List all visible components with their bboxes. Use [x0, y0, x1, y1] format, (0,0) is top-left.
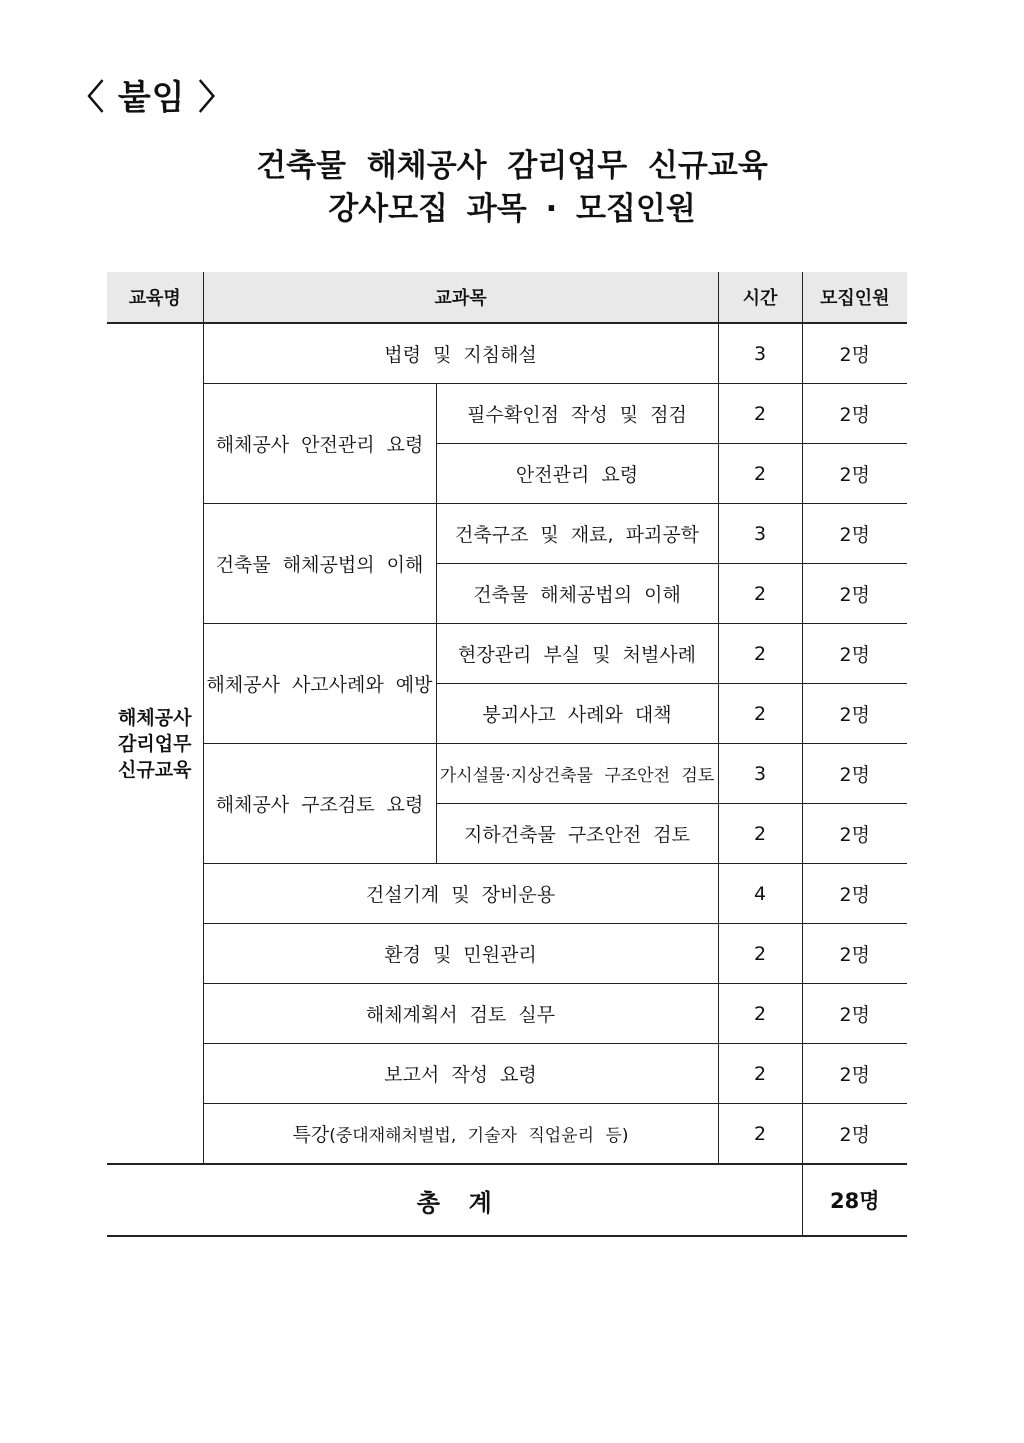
document-title-line2: 강사모집 과목 · 모집인원	[328, 191, 696, 227]
hours-cell: 2	[718, 1044, 802, 1104]
subject-cell: 필수확인점 작성 및 점검	[436, 384, 718, 444]
document-title-line1: 건축물 해체공사 감리업무 신규교육	[256, 148, 768, 184]
hours-cell: 2	[718, 684, 802, 744]
subject-main-text: 특강	[292, 1124, 330, 1146]
course-name-cell	[107, 323, 203, 1164]
subject-cell: 건축물 해체공법의 이해	[436, 564, 718, 624]
subject-group-cell: 건축물 해체공법의 이해	[203, 504, 436, 624]
subject-paren-text: (중대재해처벌법, 기술자 직업윤리 등)	[329, 1126, 629, 1146]
recruits-cell: 2명	[802, 504, 907, 564]
header-subject: 교과목	[203, 272, 718, 323]
table-row	[107, 323, 907, 384]
recruits-cell: 2명	[802, 804, 907, 864]
recruits-cell: 2명	[802, 1104, 907, 1165]
course-name-line: 해체공사	[118, 706, 192, 729]
subject-cell: 건축구조 및 재료, 파괴공학	[436, 504, 718, 564]
subject-group-cell: 해체공사 구조검토 요령	[203, 744, 436, 864]
recruits-cell: 2명	[802, 384, 907, 444]
total-row	[107, 1164, 907, 1236]
subject-cell: 건설기계 및 장비운용	[203, 864, 718, 924]
recruits-cell: 2명	[802, 444, 907, 504]
course-name-line: 감리업무	[118, 732, 192, 755]
recruitment-table	[107, 272, 907, 1237]
table-row	[107, 924, 907, 984]
header-course: 교육명	[107, 272, 203, 323]
recruits-cell: 2명	[802, 564, 907, 624]
table-row	[107, 624, 907, 684]
recruits-cell: 2명	[802, 323, 907, 384]
subject-cell: 환경 및 민원관리	[203, 924, 718, 984]
subject-cell: 해체계획서 검토 실무	[203, 984, 718, 1044]
subject-cell: 법령 및 지침해설	[203, 323, 718, 384]
table-row	[107, 984, 907, 1044]
table-row	[107, 1044, 907, 1104]
table-row	[107, 384, 907, 444]
subject-cell: 보고서 작성 요령	[203, 1044, 718, 1104]
subject-group-cell: 해체공사 사고사례와 예방	[203, 624, 436, 744]
subject-cell: 가시설물·지상건축물 구조안전 검토	[436, 744, 718, 804]
recruits-cell: 2명	[802, 624, 907, 684]
hours-cell: 2	[718, 1104, 802, 1165]
subject-group-cell: 해체공사 안전관리 요령	[203, 384, 436, 504]
table-row	[107, 504, 907, 564]
hours-cell: 3	[718, 504, 802, 564]
total-label: 총 계	[107, 1164, 802, 1236]
header-hours: 시간	[718, 272, 802, 323]
hours-cell: 3	[718, 323, 802, 384]
table-row	[107, 1104, 907, 1165]
hours-cell: 2	[718, 984, 802, 1044]
recruits-cell: 2명	[802, 924, 907, 984]
table-row	[107, 744, 907, 804]
recruits-cell: 2명	[802, 1044, 907, 1104]
hours-cell: 2	[718, 444, 802, 504]
hours-cell: 2	[718, 384, 802, 444]
subject-cell	[203, 1104, 718, 1165]
recruits-cell: 2명	[802, 984, 907, 1044]
recruits-cell: 2명	[802, 684, 907, 744]
subject-cell: 붕괴사고 사례와 대책	[436, 684, 718, 744]
hours-cell: 2	[718, 564, 802, 624]
table-row	[107, 864, 907, 924]
course-name-line: 신규교육	[118, 758, 192, 781]
hours-cell: 2	[718, 924, 802, 984]
subject-cell: 지하건축물 구조안전 검토	[436, 804, 718, 864]
hours-cell: 3	[718, 744, 802, 804]
hours-cell: 4	[718, 864, 802, 924]
hours-cell: 2	[718, 624, 802, 684]
subject-cell: 현장관리 부실 및 처벌사례	[436, 624, 718, 684]
subject-cell: 안전관리 요령	[436, 444, 718, 504]
attachment-label: 〈 붙임 〉	[70, 78, 234, 118]
recruits-cell: 2명	[802, 744, 907, 804]
header-recruits: 모집인원	[802, 272, 907, 323]
table-header-row	[107, 272, 907, 323]
total-value: 28명	[802, 1164, 907, 1236]
recruits-cell: 2명	[802, 864, 907, 924]
hours-cell: 2	[718, 804, 802, 864]
